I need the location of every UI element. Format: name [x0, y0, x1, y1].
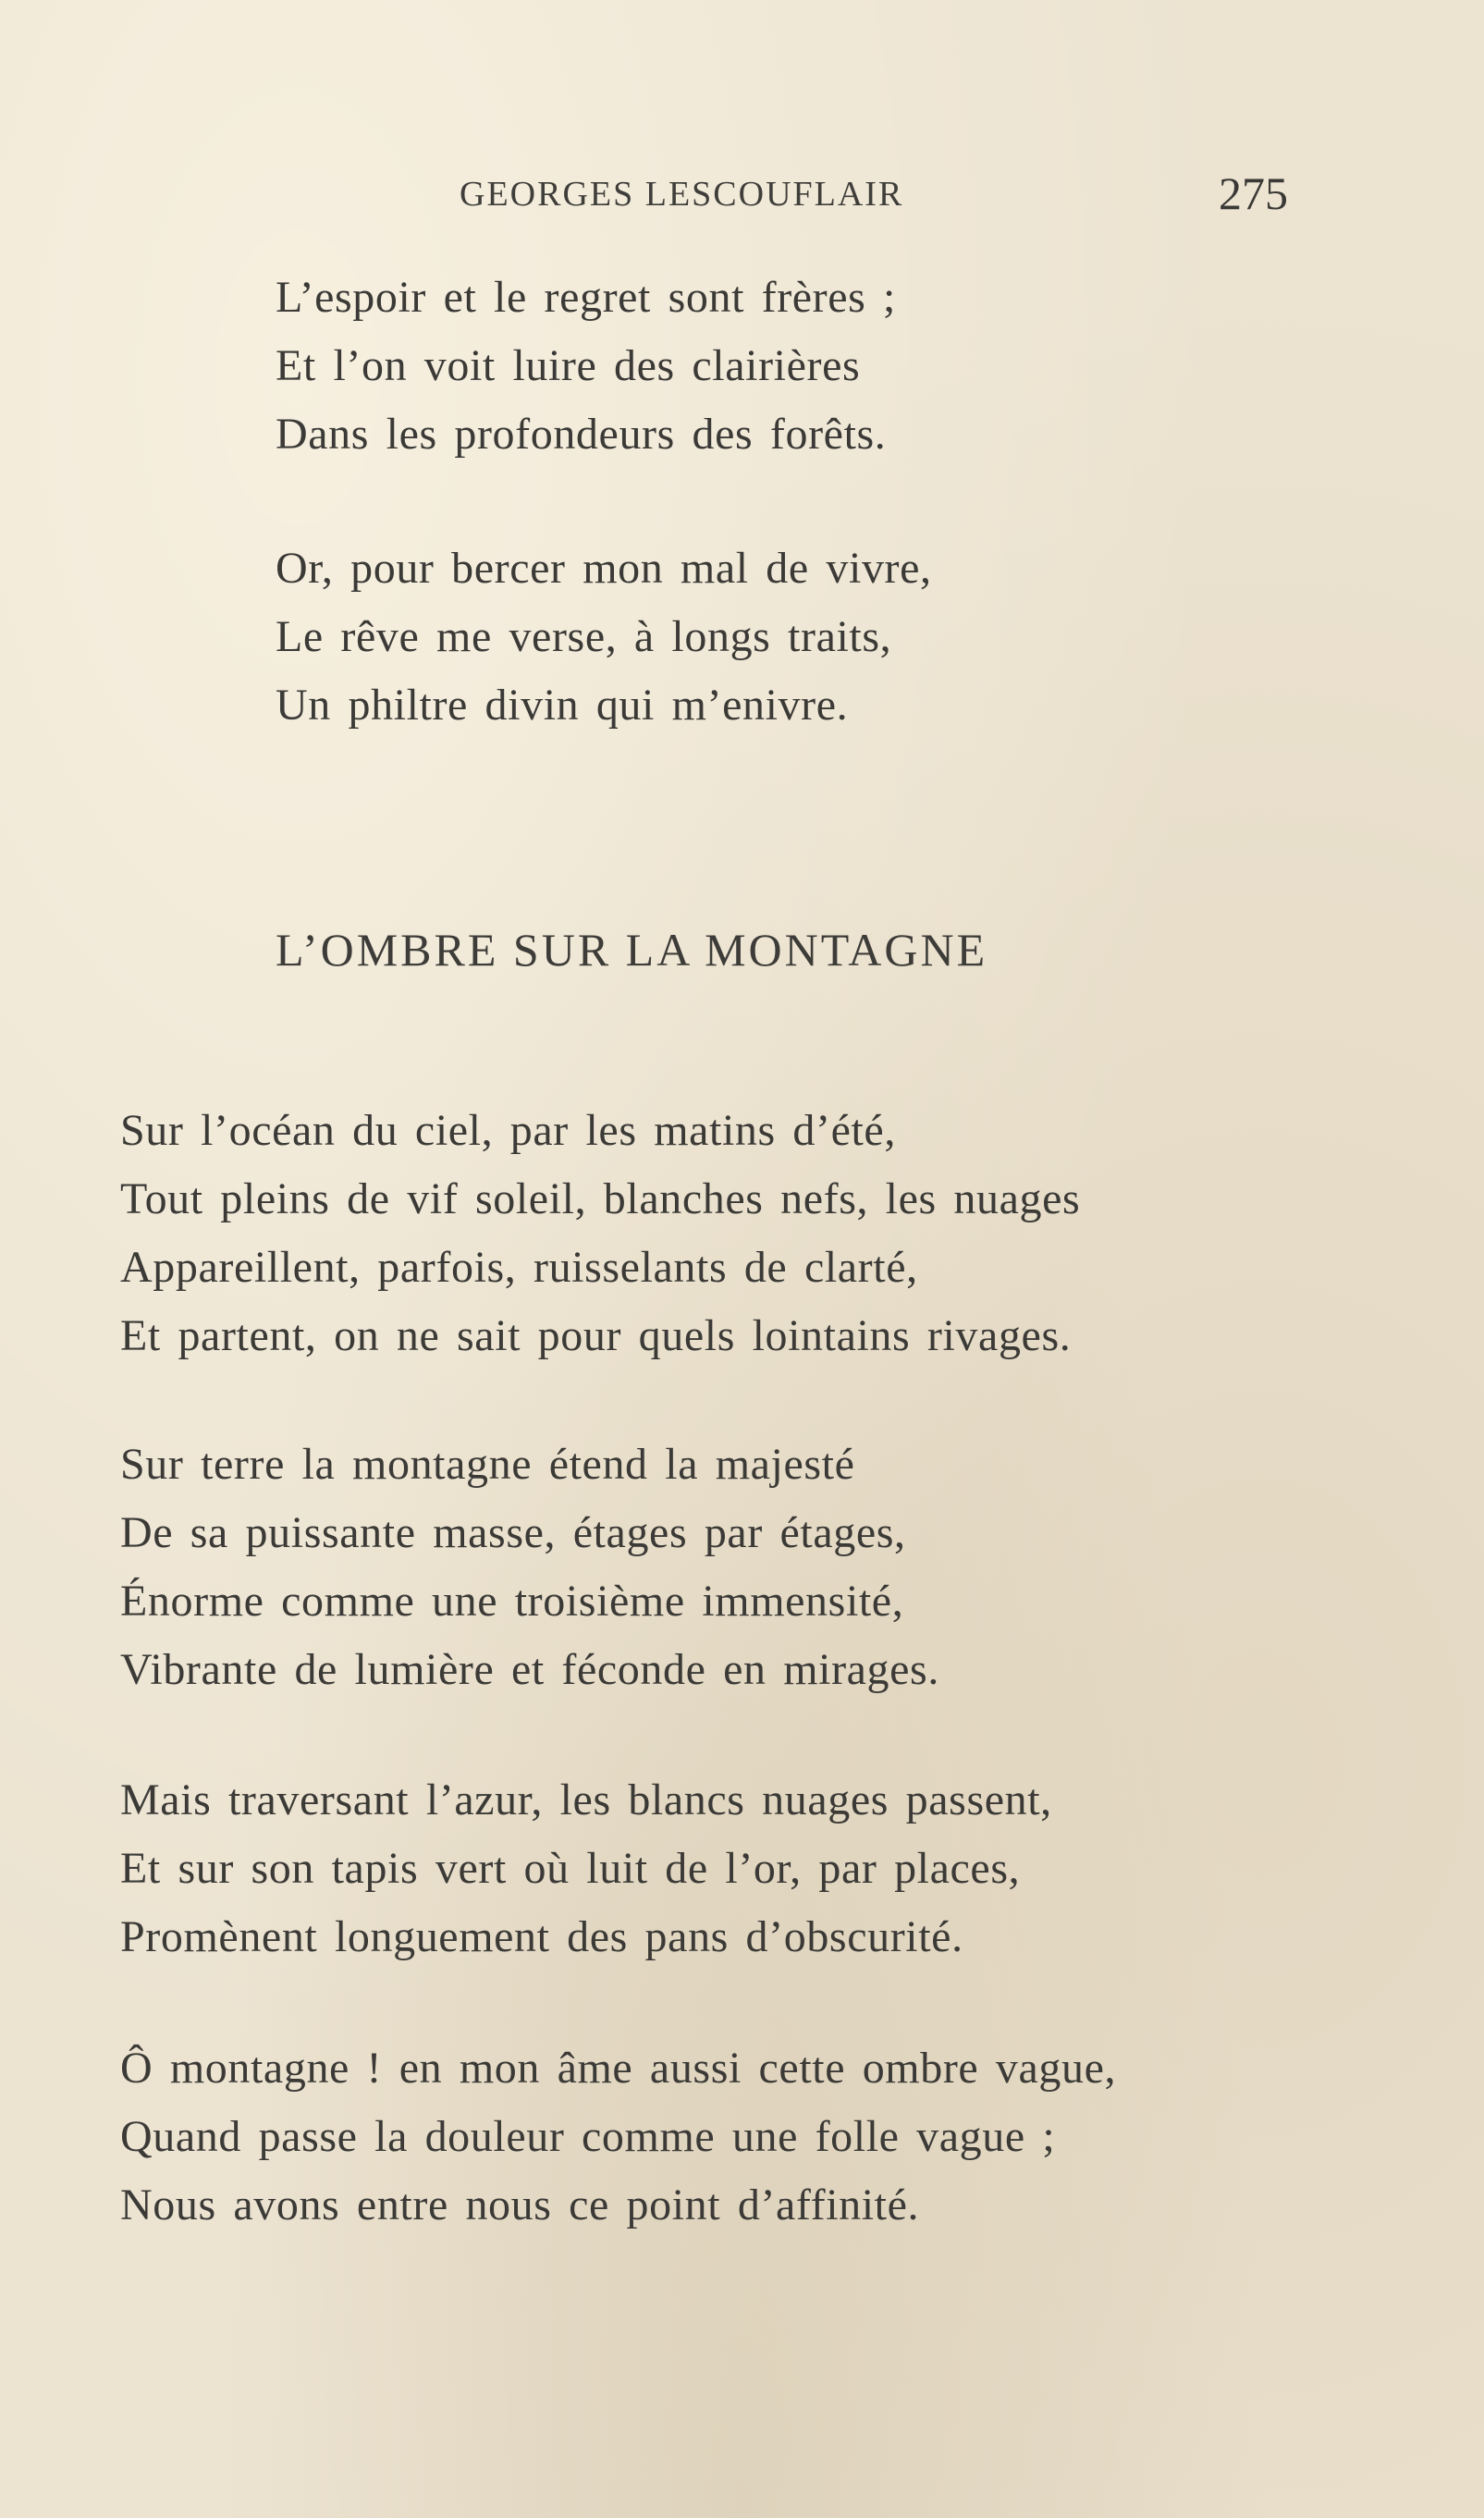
previous-poem-stanza — [276, 534, 932, 740]
poem-stanza — [120, 1097, 1080, 1370]
verse-line: Or, pour bercer mon mal de vivre, — [276, 544, 932, 593]
poem-stanza — [120, 1431, 939, 1704]
running-head: GEORGES LESCOUFLAIR — [460, 175, 904, 214]
verse-line: De sa puissante masse, étages par étages, — [120, 1508, 906, 1557]
verse-line: Énorme comme une troisième immensité, — [120, 1577, 904, 1626]
poem-stanza — [120, 2034, 1116, 2240]
verse-line: Tout pleins de vif soleil, blanches nefs, les nuages — [120, 1174, 1081, 1223]
verse-line: Vibrante de lumière et féconde en mirages. — [120, 1645, 939, 1694]
previous-poem-stanza — [276, 264, 896, 469]
verse-line: Le rêve me verse, à longs traits, — [276, 612, 892, 661]
page-number: 275 — [1219, 167, 1288, 219]
poem-stanza — [120, 1766, 1052, 1971]
verse-line: Ô montagne ! en mon âme aussi cette ombre vague, — [120, 2044, 1117, 2093]
verse-line: Mais traversant l’azur, les blancs nuages passent, — [120, 1775, 1052, 1824]
verse-line: Et partent, on ne sait pour quels lointains rivages. — [120, 1311, 1072, 1360]
verse-line: Nous avons entre nous ce point d’affinité. — [120, 2180, 920, 2229]
poem-title: L’OMBRE SUR LA MONTAGNE — [276, 924, 988, 976]
verse-line: Quand passe la douleur comme une folle vague ; — [120, 2112, 1056, 2161]
verse-line: Et sur son tapis vert où luit de l’or, par places, — [120, 1844, 1021, 1893]
verse-line: Appareillent, parfois, ruisselants de clarté, — [120, 1243, 918, 1292]
verse-line: Promènent longuement des pans d’obscurité. — [120, 1912, 963, 1961]
verse-line: L’espoir et le regret sont frères ; — [276, 273, 896, 322]
verse-line: Un philtre divin qui m’enivre. — [276, 681, 849, 730]
verse-line: Sur terre la montagne étend la majesté — [120, 1440, 855, 1489]
verse-line: Et l’on voit luire des clairières — [276, 341, 861, 390]
verse-line: Sur l’océan du ciel, par les matins d’été, — [120, 1106, 896, 1155]
verse-line: Dans les profondeurs des forêts. — [276, 410, 887, 459]
